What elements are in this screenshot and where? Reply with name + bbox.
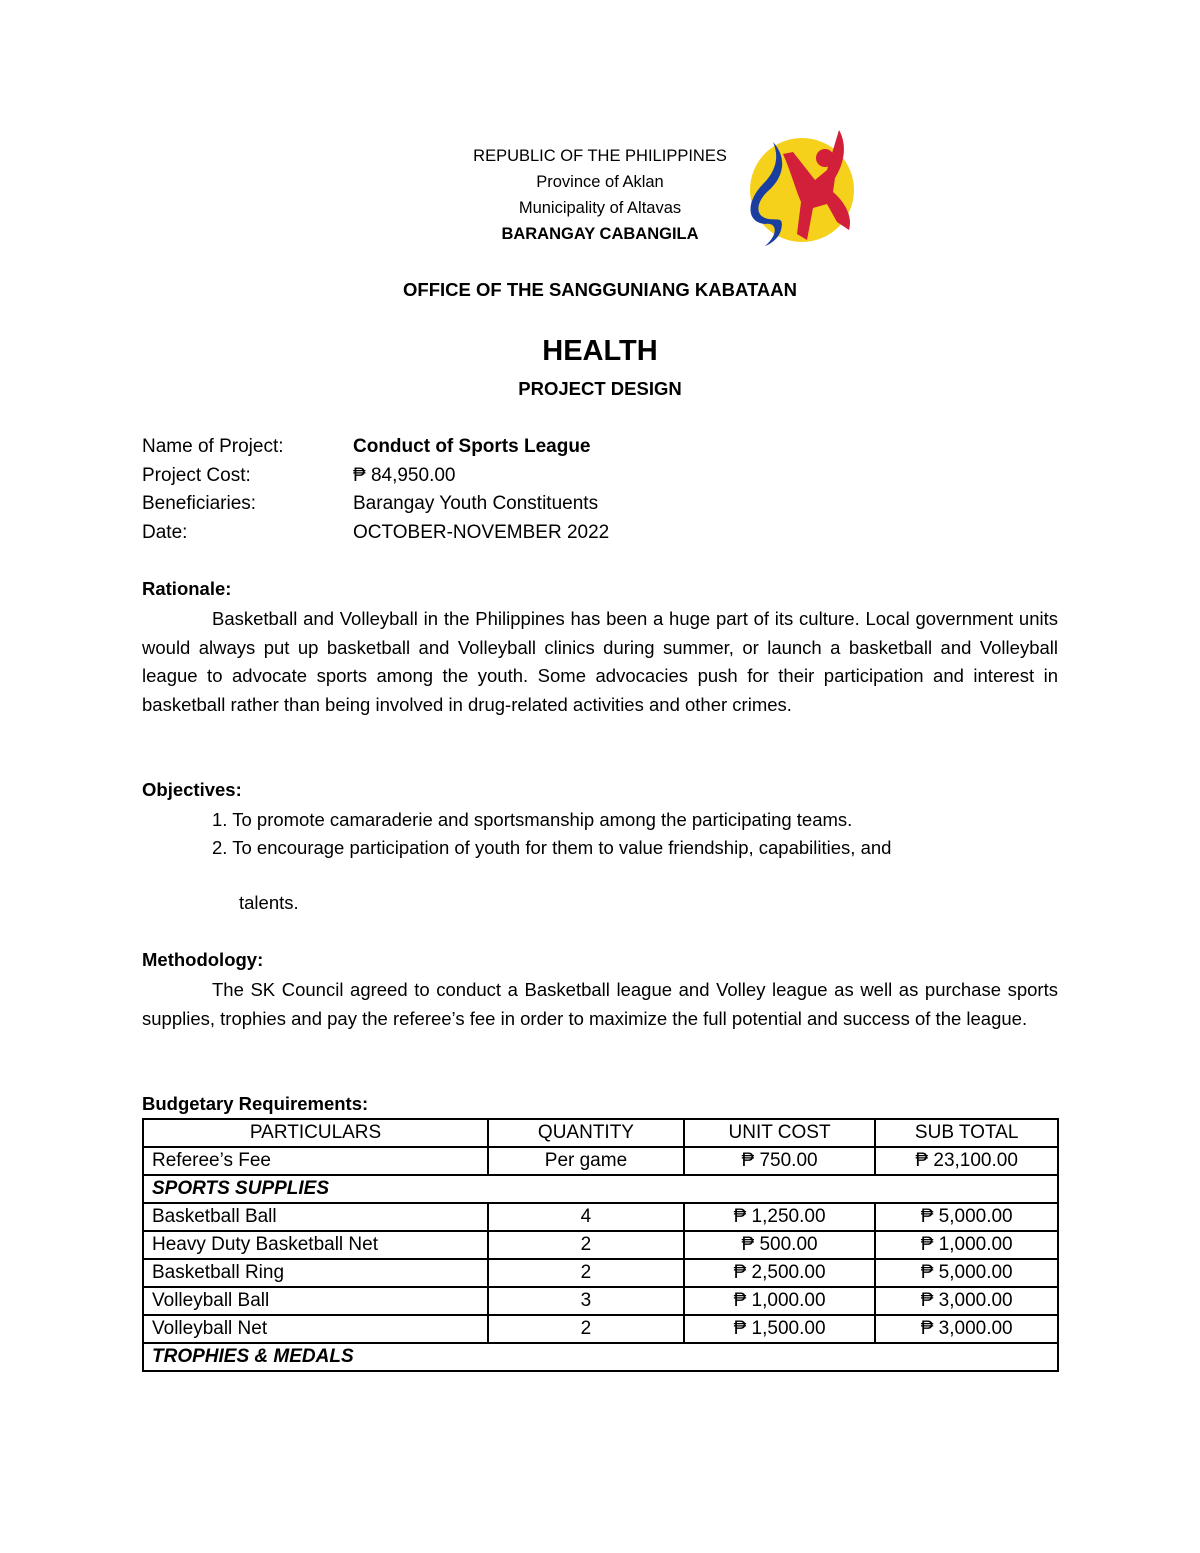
info-label: Project Cost: [142,464,251,486]
info-value: Conduct of Sports League [353,436,591,457]
province-line: Province of Aklan [536,173,664,191]
cell-unit-cost: ₱ 1,000.00 [684,1287,876,1315]
objective-continuation: talents. [239,892,299,913]
cell-subtotal: ₱ 23,100.00 [875,1147,1058,1175]
cell-unit-cost: ₱ 750.00 [684,1147,876,1175]
budget-heading: Budgetary Requirements: [142,1093,369,1114]
cell-particular: Referee’s Fee [143,1147,488,1175]
municipality-line: Municipality of Altavas [518,199,682,217]
table-row [143,1147,1058,1175]
table-row [143,1203,1058,1231]
methodology-heading: Methodology: [142,949,264,970]
info-row-date [142,519,609,548]
info-value: Barangay Youth Constituents [353,493,599,515]
objective-item: 2. To encourage participation of youth for them to value friendship, capabilities, and [212,837,892,858]
category-row [143,1175,1058,1203]
info-label: Date: [142,521,188,543]
table-row [143,1287,1058,1315]
republic-line: REPUBLIC OF THE PHILIPPINES [473,147,727,165]
info-row-beneficiaries [142,490,609,519]
cell-subtotal: ₱ 5,000.00 [875,1203,1058,1231]
budget-table [142,1118,1059,1372]
objectives-heading: Objectives: [142,779,242,800]
cell-subtotal: ₱ 1,000.00 [875,1231,1058,1259]
table-row [143,1231,1058,1259]
category-label: TROPHIES & MEDALS [143,1343,1058,1371]
column-header: QUANTITY [488,1119,684,1147]
table-header-row [143,1119,1058,1147]
cell-quantity: Per game [488,1147,684,1175]
column-header: UNIT COST [684,1119,876,1147]
info-row-cost [142,462,609,491]
cell-particular: Volleyball Ball [143,1287,488,1315]
office-title: OFFICE OF THE SANGGUNIANG KABATAAN [403,279,797,300]
category-row [143,1343,1058,1371]
cell-particular: Heavy Duty Basketball Net [143,1231,488,1259]
info-value: ₱ 84,950.00 [353,464,456,486]
column-header: PARTICULARS [143,1119,488,1147]
info-value: OCTOBER-NOVEMBER 2022 [353,521,610,543]
document-title: HEALTH [542,335,658,367]
letterhead [0,143,1200,247]
document-subtitle: PROJECT DESIGN [518,378,682,399]
cell-unit-cost: ₱ 1,500.00 [684,1315,876,1343]
rationale-text: Basketball and Volleyball in the Philippines has been a huge part of its culture. Local government units would always put up basketball and Volleyball clinics during summer, or launch a basketball and Volleyball league to advocate sports among the youth. Some advocacies push for their participation and interest in basketball rather than being involved in drug-related activities and other crimes. [142,608,1058,716]
rationale-heading: Rationale: [142,578,232,599]
objective-item: 1. To promote camaraderie and sportsmanship among the participating teams. [212,809,853,830]
project-info [142,433,609,547]
cell-quantity: 2 [488,1231,684,1259]
cell-quantity: 2 [488,1259,684,1287]
cell-unit-cost: ₱ 1,250.00 [684,1203,876,1231]
category-label: SPORTS SUPPLIES [143,1175,1058,1203]
cell-quantity: 4 [488,1203,684,1231]
cell-subtotal: ₱ 3,000.00 [875,1315,1058,1343]
cell-quantity: 2 [488,1315,684,1343]
cell-unit-cost: ₱ 500.00 [684,1231,876,1259]
table-row [143,1315,1058,1343]
cell-particular: Basketball Ring [143,1259,488,1287]
cell-unit-cost: ₱ 2,500.00 [684,1259,876,1287]
methodology-text: The SK Council agreed to conduct a Basketball league and Volley league as well as purchase sports supplies, trophies and pay the referee’s fee in order to maximize the full potential and success of the league. [142,979,1058,1029]
column-header: SUB TOTAL [875,1119,1058,1147]
table-row [143,1259,1058,1287]
cell-subtotal: ₱ 3,000.00 [875,1287,1058,1315]
info-row-name [142,433,609,462]
info-label: Name of Project: [142,436,284,457]
barangay-line: BARANGAY CABANGILA [501,225,699,243]
cell-quantity: 3 [488,1287,684,1315]
info-label: Beneficiaries: [142,493,257,515]
sk-logo-icon [735,122,865,250]
cell-particular: Volleyball Net [143,1315,488,1343]
cell-particular: Basketball Ball [143,1203,488,1231]
cell-subtotal: ₱ 5,000.00 [875,1259,1058,1287]
